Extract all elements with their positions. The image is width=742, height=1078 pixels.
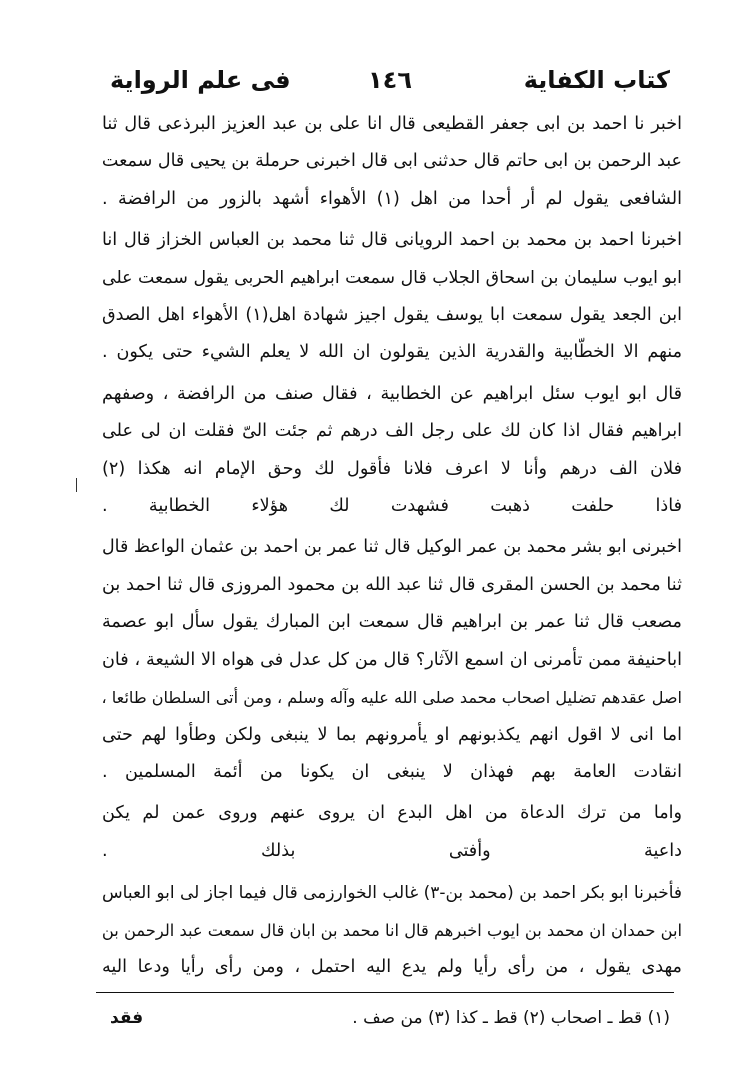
paragraph [102,529,682,791]
text-line: فأخبرنا ابو بكر احمد بن (محمد بن-٣) غالب الخوارزمى قال فيما اجاز لى ابو العباس [102,882,682,903]
footnote-text: (١) قط ـ اصحاب (٢) قط ـ كذا (٣) من صف . [352,1008,670,1028]
margin-mark [76,478,77,492]
text-line: ثنا محمد بن الحسن المقرى قال ثنا عبد الله بن محمود المروزى قال ثنا احمد بن [102,574,682,595]
catchword: فقد [110,1008,144,1028]
text-line: ابن الجعد يقول سمعت ابا يوسف يقول اجيز شهادة اهل(١) الأهواء اهل الصدق [102,305,682,326]
text-line: مهدى يقول ، من رأى رأيا ولم يدع اليه احتمل ، ومن رأى رأيا ودعا اليه [102,956,682,977]
page-number: ١٤٦ [368,66,412,94]
text-line: فلان الف درهم وأنا لا اعرف فلانا فأقول لك وحق الإمام انه هكذا (٢) [102,458,682,479]
paragraph [102,106,682,218]
text-line: منهم الا الخطّابية والقدرية الذين يقولون ان الله لا يعلم الشيء حتى يكون . [102,342,682,363]
paragraph [102,376,682,526]
text-line: مصعب قال ثنا عمر بن ابراهيم قال سمعت ابن المبارك يقول سأل ابو عصمة [102,612,682,633]
book-title: كتاب الكفاية [523,66,670,94]
text-line: ابن حمدان ان محمد بن ايوب اخبرهم قال انا محمد بن ابان قال سمعت عبد الرحمن بن [101,920,682,940]
text-line: اخبر نا احمد بن ابى جعفر القطيعى قال انا على بن عبد العزيز البرذعى قال ثنا [102,114,682,134]
text-line: ابراهيم فقال اذا كان لك على رجل الف درهم ثم جئت الىّ فقلت ان لى على [102,421,682,442]
text-line: اباحنيفة ممن تأمرنى ان اسمع الآثار؟ قال من كل عدل فى هواه الا الشيعة ، فان [102,649,682,670]
body-text [102,106,682,990]
text-line: واما من ترك الدعاة من اهل البدع ان يروى عنهم وروى عمن لم يكن [102,803,682,824]
text-line: اما انى لا اقول انهم يكذبونهم او يأمرونهم بما لا ينبغى ولكن وطأوا لهم حتى [102,724,682,745]
text-line: الشافعى يقول لم أر أحدا من اهل (١) الأهواء أشهد بالزور من الرافضة . [102,188,682,209]
paragraph [102,795,682,870]
text-line: عبد الرحمن بن ابى حاتم قال حدثنى ابى قال اخبرنى حرملة بن يحيى قال سمعت [101,151,682,172]
text-line: فاذا حلفت ذهبت فشهدت لك هؤلاء الخطابية . [102,496,682,517]
text-line: انقادت العامة بهم فهذان لا ينبغى ان يكونا من أئمة المسلمين . [102,761,682,782]
page-header [110,62,670,98]
paragraph [102,874,682,986]
section-title: فى علم الرواية [110,66,291,94]
footnote-area [110,1000,670,1036]
text-line: داعية وأفتى بذلك . [102,840,682,861]
text-line: اخبرنا احمد بن محمد بن احمد الرويانى قال ثنا محمد بن العباس الخزاز قال انا [102,230,682,251]
paragraph [102,222,682,372]
text-line: اصل عقدهم تضليل اصحاب محمد صلى الله عليه وآله وسلم ، ومن أتى السلطان طائعا ، [101,688,682,708]
text-line: اخبرنى ابو بشر محمد بن عمر الوكيل قال ثنا عمر بن احمد بن عثمان الواعظ قال [102,537,682,558]
text-line: ابو ايوب سليمان بن اسحاق الجلاب قال سمعت ابراهيم الحربى يقول سمعت على [102,267,682,288]
text-line: قال ابو ايوب سئل ابراهيم عن الخطابية ، فقال صنف من الرافضة ، وصفهم [102,383,682,404]
footnote-divider [96,992,674,993]
